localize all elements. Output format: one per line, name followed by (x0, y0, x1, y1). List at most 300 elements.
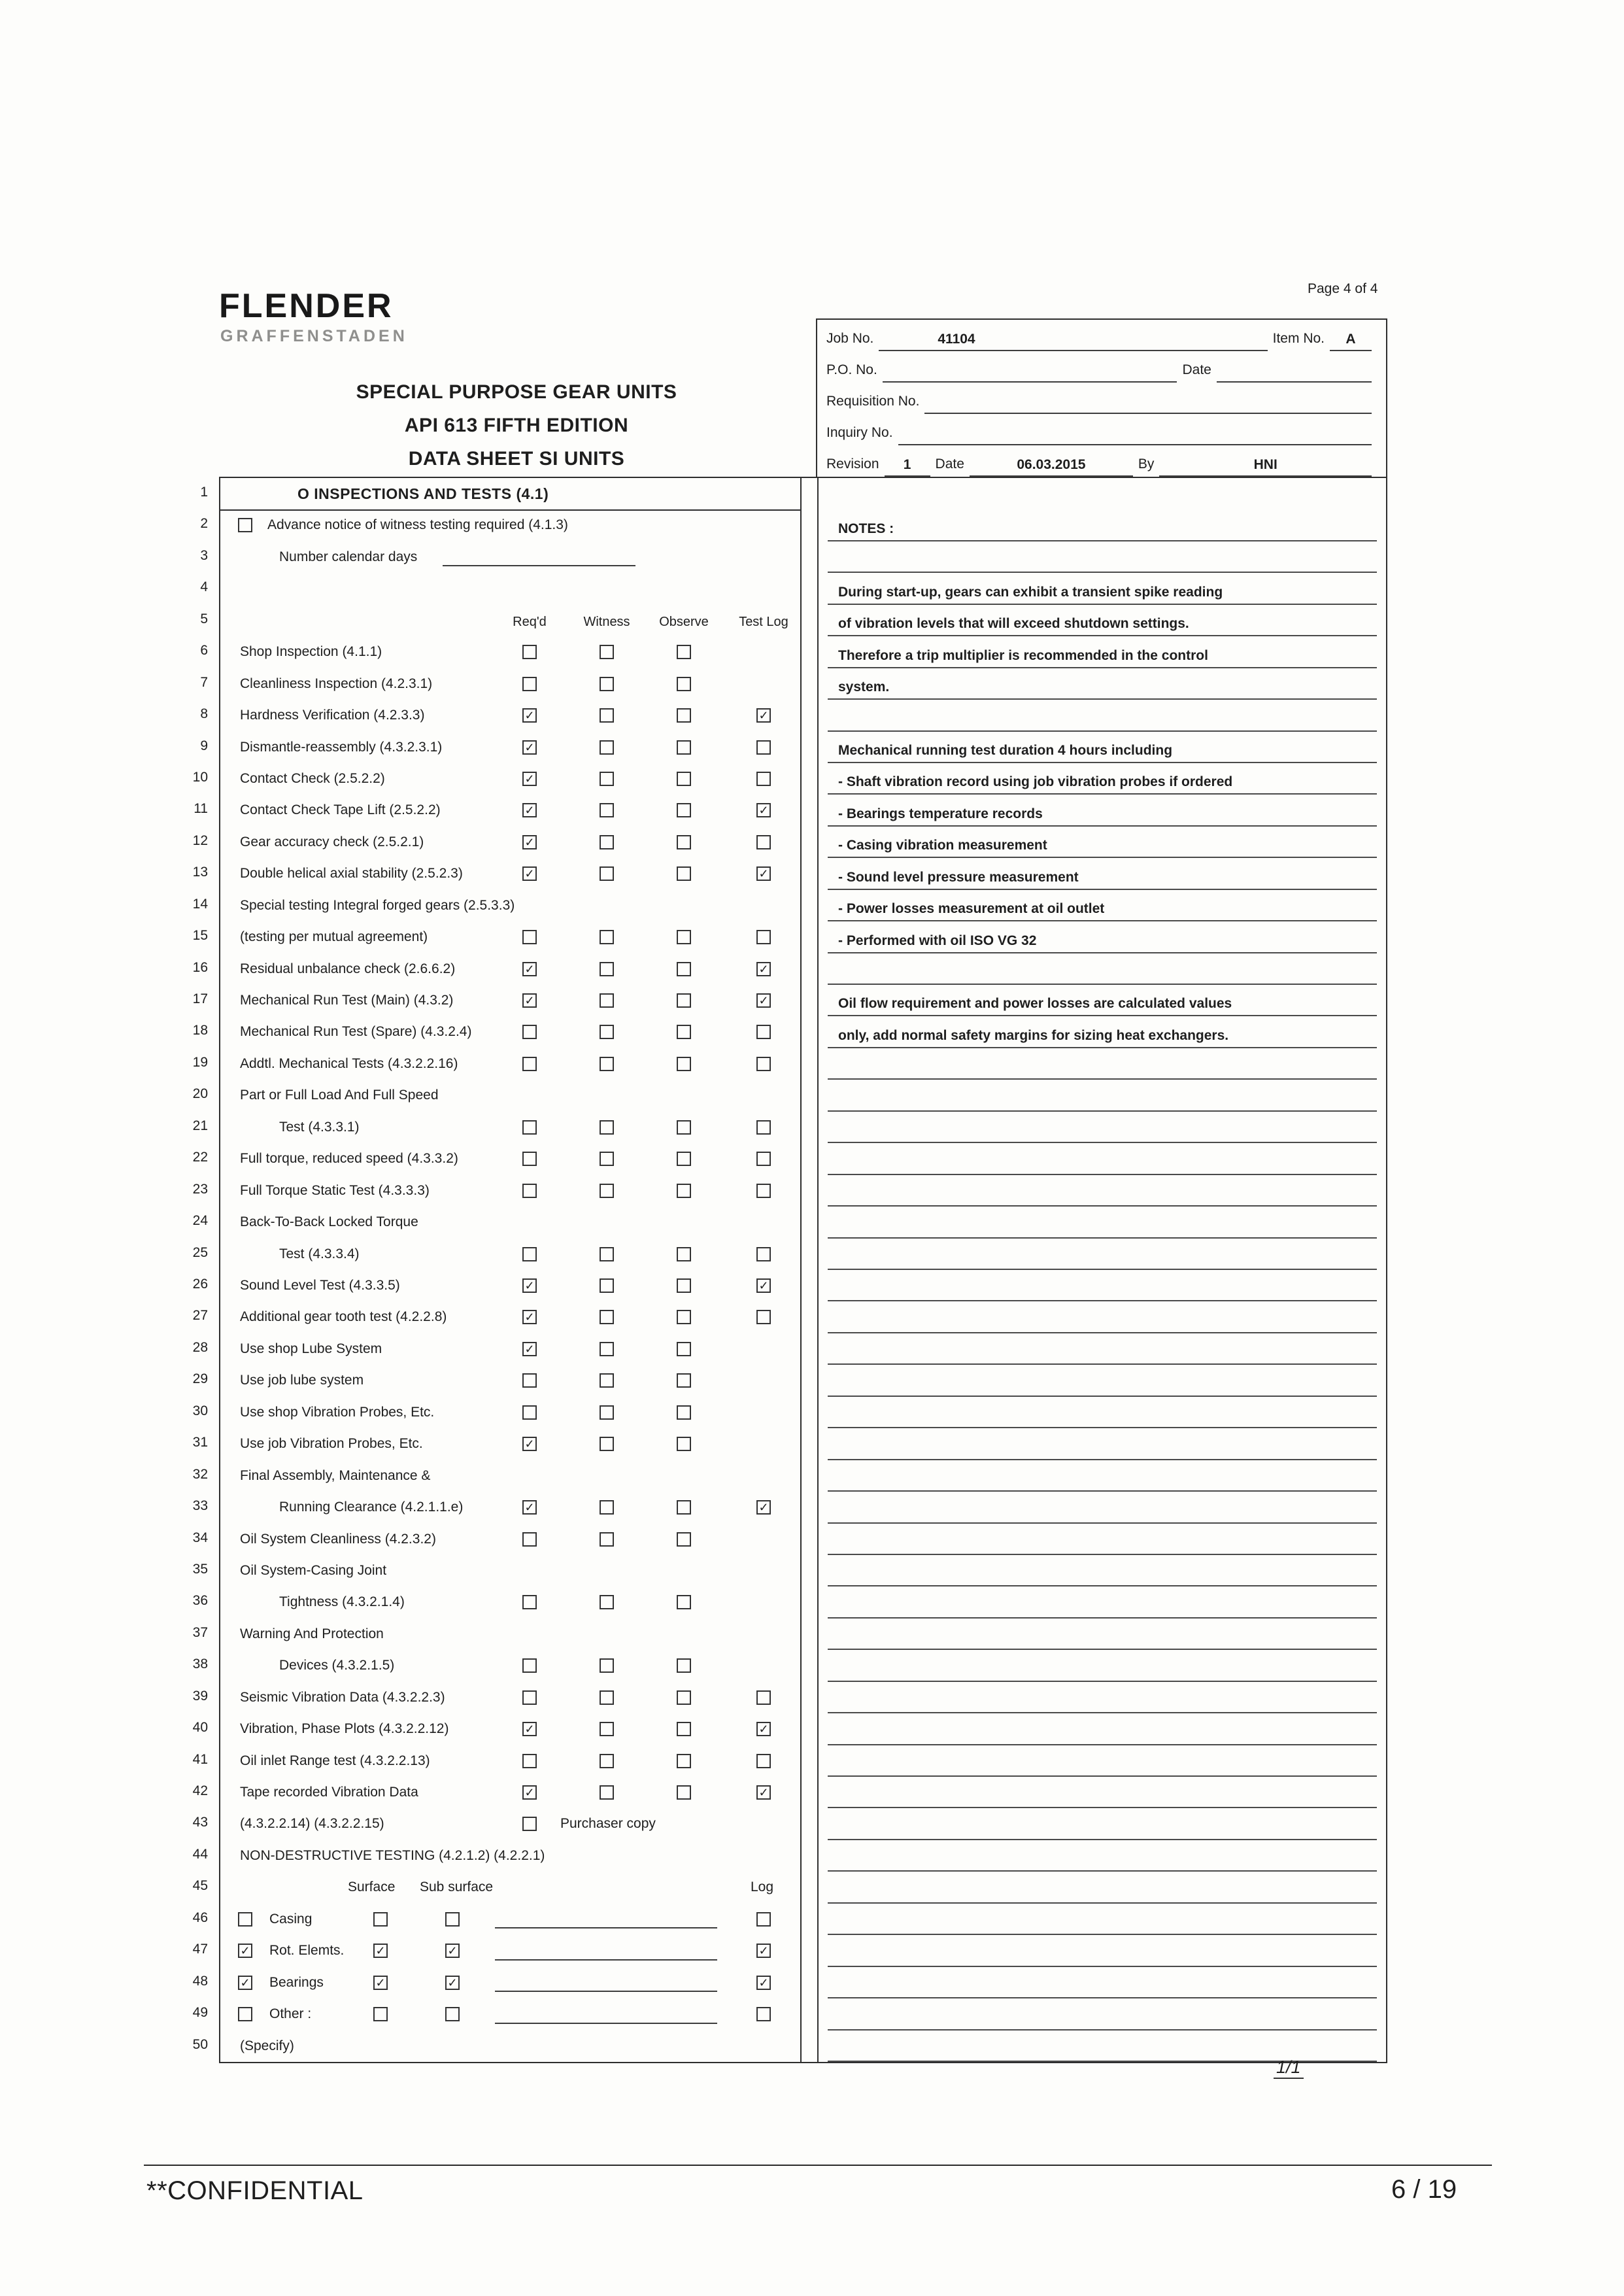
ndt-column-surface: Surface (348, 1879, 396, 1895)
checklist-row-27 (220, 1301, 800, 1333)
row-label: Gear accuracy check (2.5.2.1) (240, 834, 424, 849)
witness-checkbox[interactable] (600, 930, 614, 944)
row-number: 27 (192, 1308, 208, 1324)
row-label: Hardness Verification (4.2.3.3) (240, 708, 425, 723)
row-label: Advance notice of witness testing required (4.1.3) (267, 517, 568, 533)
testlog-checkbox[interactable]: ✓ (756, 1278, 771, 1293)
row-label: Number calendar days (279, 549, 418, 564)
testlog-checkbox[interactable]: ✓ (756, 866, 771, 881)
notes-line (828, 1713, 1377, 1745)
reqd-checkbox[interactable] (522, 1152, 537, 1166)
surface-checkbox[interactable]: ✓ (373, 1976, 388, 1990)
calendar-days-field[interactable] (443, 564, 635, 566)
reqd-checkbox[interactable]: ✓ (522, 1785, 537, 1800)
row-label: Double helical axial stability (2.5.2.3) (240, 866, 463, 882)
testlog-checkbox[interactable] (756, 1184, 771, 1198)
reqd-checkbox[interactable]: ✓ (522, 962, 537, 976)
row-number: 16 (192, 959, 208, 975)
row-label: Full Torque Static Test (4.3.3.3) (240, 1182, 430, 1198)
checklist-area (220, 478, 802, 2062)
log-checkbox[interactable]: ✓ (756, 1944, 771, 1958)
checklist-row-4 (220, 573, 800, 604)
reqd-checkbox[interactable] (522, 1184, 537, 1198)
testlog-checkbox[interactable] (756, 1152, 771, 1166)
row-label: Special testing Integral forged gears (2.5.3.3) (240, 897, 515, 913)
checklist-row-44 (220, 1840, 800, 1872)
checklist-row-38 (220, 1650, 800, 1681)
ndt-item-checkbox[interactable] (238, 2007, 252, 2021)
row-number: 13 (192, 865, 208, 880)
witness-checkbox[interactable] (600, 1025, 614, 1039)
reqd-checkbox[interactable]: ✓ (522, 740, 537, 755)
item-no-label: Item No. (1272, 331, 1325, 346)
observe-checkbox[interactable] (677, 1437, 691, 1451)
checklist-row-30 (220, 1397, 800, 1428)
notes-line (828, 1365, 1377, 1396)
reqd-checkbox[interactable] (522, 1120, 537, 1135)
reqd-checkbox[interactable] (522, 1532, 537, 1547)
row-number: 3 (200, 547, 208, 563)
checklist-row-50 (220, 2030, 800, 2062)
observe-checkbox[interactable] (677, 1500, 691, 1515)
notes-line (828, 1555, 1377, 1586)
testlog-checkbox[interactable]: ✓ (756, 1785, 771, 1800)
ndt-note-field[interactable] (495, 1959, 717, 1961)
checklist-row-12 (220, 827, 800, 858)
advance-notice-checkbox[interactable] (238, 518, 252, 532)
observe-checkbox[interactable] (677, 1120, 691, 1135)
column-header-testlog: Test Log (739, 614, 788, 629)
ndt-item-checkbox[interactable] (238, 1912, 252, 1927)
checklist-row-1 (220, 478, 800, 511)
po-label: P.O. No. (826, 362, 877, 377)
observe-checkbox[interactable] (677, 1057, 691, 1071)
checklist-row-46 (220, 1904, 800, 1935)
notes-line (828, 858, 1377, 889)
row-label: (Specify) (240, 2038, 294, 2053)
observe-checkbox[interactable] (677, 772, 691, 786)
section-title: O INSPECTIONS AND TESTS (4.1) (297, 485, 549, 502)
job-no-field[interactable]: 41104 (879, 332, 1267, 351)
testlog-checkbox[interactable] (756, 1247, 771, 1261)
row-label: Running Clearance (4.2.1.1.e) (279, 1499, 464, 1515)
notes-line (828, 1301, 1377, 1333)
notes-text: During start-up, gears can exhibit a transient spike reading (838, 584, 1223, 600)
subsurface-checkbox[interactable]: ✓ (445, 1976, 460, 1990)
observe-checkbox[interactable] (677, 1532, 691, 1547)
observe-checkbox[interactable] (677, 740, 691, 755)
checklist-row-48 (220, 1967, 800, 1998)
testlog-checkbox[interactable] (756, 1025, 771, 1039)
notes-line (828, 1143, 1377, 1174)
revision-field[interactable]: 1 (885, 457, 930, 477)
row-number: 41 (192, 1751, 208, 1767)
po-date-field[interactable] (1217, 367, 1372, 383)
log-checkbox[interactable]: ✓ (756, 1976, 771, 1990)
notes-line (828, 1682, 1377, 1713)
testlog-checkbox[interactable] (756, 740, 771, 755)
reqd-checkbox[interactable] (522, 1595, 537, 1609)
row-number: 1 (200, 485, 208, 500)
row-number: 38 (192, 1656, 208, 1672)
testlog-checkbox[interactable]: ✓ (756, 962, 771, 976)
notes-line (828, 573, 1377, 604)
row-number: 8 (200, 706, 208, 722)
surface-checkbox[interactable]: ✓ (373, 1944, 388, 1958)
by-field[interactable]: HNI (1159, 457, 1372, 477)
witness-checkbox[interactable] (600, 1247, 614, 1261)
inquiry-row (817, 414, 1386, 445)
notes-line (828, 1492, 1377, 1523)
reqd-checkbox[interactable]: ✓ (522, 835, 537, 849)
row-number: 20 (192, 1086, 208, 1102)
witness-checkbox[interactable] (600, 1437, 614, 1451)
po-date-label: Date (1182, 362, 1211, 377)
witness-checkbox[interactable] (600, 1722, 614, 1736)
row-label: Additional gear tooth test (4.2.2.8) (240, 1309, 447, 1325)
ndt-item-checkbox[interactable]: ✓ (238, 1976, 252, 1990)
witness-checkbox[interactable] (600, 1690, 614, 1705)
row-number: 22 (192, 1150, 208, 1165)
row-number: 21 (192, 1118, 208, 1133)
checklist-row-40 (220, 1713, 800, 1745)
row-number: 19 (192, 1054, 208, 1070)
observe-checkbox[interactable] (677, 1658, 691, 1673)
testlog-checkbox[interactable] (756, 930, 771, 944)
row-number: 26 (192, 1277, 208, 1292)
checklist-row-15 (220, 921, 800, 953)
checklist-row-28 (220, 1333, 800, 1365)
checklist-row-26 (220, 1270, 800, 1301)
row-number: 35 (192, 1561, 208, 1577)
reqd-checkbox[interactable]: ✓ (522, 1722, 537, 1736)
witness-checkbox[interactable] (600, 803, 614, 817)
flender-logo: FLENDER (219, 287, 394, 325)
ndt-note-field[interactable] (495, 1927, 717, 1928)
witness-checkbox[interactable] (600, 1057, 614, 1071)
row-label: Sound Level Test (4.3.3.5) (240, 1278, 400, 1293)
reqd-checkbox[interactable] (522, 1057, 537, 1071)
witness-checkbox[interactable] (600, 1120, 614, 1135)
inquiry-field[interactable] (898, 430, 1372, 445)
checklist-row-34 (220, 1524, 800, 1555)
observe-checkbox[interactable] (677, 1722, 691, 1736)
ndt-note-field[interactable] (495, 1990, 717, 1992)
notes-line (828, 1619, 1377, 1650)
page-counter: 6 / 19 (1391, 2175, 1457, 2204)
checklist-row-17 (220, 985, 800, 1016)
notes-line (828, 1840, 1377, 1872)
row-number: 37 (192, 1624, 208, 1640)
po-field[interactable] (883, 367, 1177, 383)
checklist-row-25 (220, 1239, 800, 1270)
reqd-checkbox[interactable]: ✓ (522, 866, 537, 881)
witness-checkbox[interactable] (600, 645, 614, 659)
row-number: 50 (192, 2036, 208, 2052)
job-no-label: Job No. (826, 331, 874, 346)
testlog-checkbox[interactable]: ✓ (756, 993, 771, 1008)
reqd-checkbox[interactable]: ✓ (522, 803, 537, 817)
reqd-checkbox[interactable] (522, 1025, 537, 1039)
witness-checkbox[interactable] (600, 1754, 614, 1768)
observe-checkbox[interactable] (677, 1690, 691, 1705)
reqd-checkbox[interactable] (522, 1690, 537, 1705)
reqd-checkbox[interactable]: ✓ (522, 1342, 537, 1356)
row-number: 24 (192, 1213, 208, 1229)
observe-checkbox[interactable] (677, 1373, 691, 1388)
notes-text: Oil flow requirement and power losses are calculated values (838, 996, 1232, 1012)
observe-checkbox[interactable] (677, 1342, 691, 1356)
witness-checkbox[interactable] (600, 1405, 614, 1420)
row-number-column (171, 477, 212, 2063)
reqd-checkbox[interactable]: ✓ (522, 993, 537, 1008)
observe-checkbox[interactable] (677, 1785, 691, 1800)
reqd-checkbox[interactable]: ✓ (522, 708, 537, 723)
observe-checkbox[interactable] (677, 866, 691, 881)
witness-checkbox[interactable] (600, 1184, 614, 1198)
row-number: 33 (192, 1498, 208, 1514)
revision-date-label: Date (935, 456, 964, 471)
row-number: 10 (192, 769, 208, 785)
testlog-checkbox[interactable]: ✓ (756, 708, 771, 723)
revision-label: Revision (826, 456, 879, 471)
testlog-checkbox[interactable] (756, 1120, 771, 1135)
reqd-checkbox[interactable] (522, 1247, 537, 1261)
row-label: Use shop Lube System (240, 1341, 382, 1356)
page-number-label: Page 4 of 4 (1308, 281, 1378, 296)
witness-checkbox[interactable] (600, 708, 614, 723)
witness-checkbox[interactable] (600, 1785, 614, 1800)
checklist-row-43 (220, 1808, 800, 1840)
observe-checkbox[interactable] (677, 1405, 691, 1420)
witness-checkbox[interactable] (600, 1342, 614, 1356)
checklist-row-16 (220, 953, 800, 985)
row-label: Warning And Protection (240, 1626, 384, 1641)
observe-checkbox[interactable] (677, 1025, 691, 1039)
observe-checkbox[interactable] (677, 803, 691, 817)
row-label: Use job lube system (240, 1373, 364, 1388)
row-number: 4 (200, 579, 208, 595)
reqd-checkbox[interactable] (522, 1405, 537, 1420)
revision-date-field[interactable]: 06.03.2015 (970, 457, 1133, 477)
observe-checkbox[interactable] (677, 1310, 691, 1324)
checklist-row-49 (220, 1998, 800, 2030)
notes-line (828, 1175, 1377, 1207)
row-number: 45 (192, 1878, 208, 1894)
notes-line (828, 1397, 1377, 1428)
row-number: 46 (192, 1910, 208, 1925)
row-label: (4.3.2.2.14) (4.3.2.2.15) (240, 1816, 384, 1832)
checklist-row-5 (220, 605, 800, 636)
checklist-row-13 (220, 858, 800, 889)
row-label: Dismantle-reassembly (4.3.2.3.1) (240, 739, 443, 755)
row-label: Addtl. Mechanical Tests (4.3.2.2.16) (240, 1055, 458, 1071)
witness-checkbox[interactable] (600, 677, 614, 691)
reqd-checkbox[interactable]: ✓ (522, 1278, 537, 1293)
testlog-checkbox[interactable] (756, 1310, 771, 1324)
column-header-reqd: Req'd (513, 614, 547, 629)
checklist-row-20 (220, 1080, 800, 1111)
notes-line (828, 1745, 1377, 1777)
witness-checkbox[interactable] (600, 835, 614, 849)
notes-line (828, 827, 1377, 858)
row-label: Oil System-Casing Joint (240, 1562, 387, 1578)
inspections-and-tests-table (219, 477, 1387, 2063)
checklist-row-14 (220, 890, 800, 921)
notes-line (828, 1080, 1377, 1111)
testlog-checkbox[interactable] (756, 835, 771, 849)
notes-line (828, 1207, 1377, 1238)
observe-checkbox[interactable] (677, 1184, 691, 1198)
observe-checkbox[interactable] (677, 835, 691, 849)
row-number: 43 (192, 1815, 208, 1830)
notes-line (828, 1777, 1377, 1808)
checklist-row-24 (220, 1207, 800, 1238)
witness-checkbox[interactable] (600, 993, 614, 1008)
testlog-checkbox[interactable] (756, 1754, 771, 1768)
row-label: Casing (269, 1911, 313, 1927)
notes-line (828, 732, 1377, 763)
reqd-checkbox[interactable]: ✓ (522, 1437, 537, 1451)
reqd-checkbox[interactable] (522, 645, 537, 659)
row-label: Other : (269, 2006, 312, 2022)
checklist-row-18 (220, 1016, 800, 1048)
row-number: 23 (192, 1181, 208, 1197)
testlog-checkbox[interactable]: ✓ (756, 1722, 771, 1736)
observe-checkbox[interactable] (677, 1278, 691, 1293)
witness-checkbox[interactable] (600, 1532, 614, 1547)
reqd-checkbox[interactable]: ✓ (522, 1310, 537, 1324)
checklist-row-7 (220, 668, 800, 700)
witness-checkbox[interactable] (600, 1152, 614, 1166)
row-number: 39 (192, 1688, 208, 1704)
subsurface-checkbox[interactable] (445, 1912, 460, 1927)
testlog-checkbox[interactable] (756, 772, 771, 786)
witness-checkbox[interactable] (600, 866, 614, 881)
reqd-checkbox[interactable] (522, 1658, 537, 1673)
row-number: 47 (192, 1942, 208, 1957)
notes-line (828, 1808, 1377, 1840)
observe-checkbox[interactable] (677, 1754, 691, 1768)
po-row (817, 351, 1386, 383)
row-label: Back-To-Back Locked Torque (240, 1214, 418, 1230)
row-label: Final Assembly, Maintenance & (240, 1467, 431, 1483)
reqd-checkbox[interactable]: ✓ (522, 1500, 537, 1515)
notes-line (828, 1650, 1377, 1681)
row-label: (testing per mutual agreement) (240, 929, 428, 945)
row-label: Part or Full Load And Full Speed (240, 1088, 439, 1103)
column-header-observe: Observe (659, 614, 709, 629)
observe-checkbox[interactable] (677, 1152, 691, 1166)
witness-checkbox[interactable] (600, 1278, 614, 1293)
reqd-checkbox[interactable]: ✓ (522, 772, 537, 786)
witness-checkbox[interactable] (600, 1373, 614, 1388)
checklist-row-8 (220, 700, 800, 731)
checklist-row-21 (220, 1112, 800, 1143)
row-number: 5 (200, 611, 208, 626)
testlog-checkbox[interactable]: ✓ (756, 803, 771, 817)
witness-checkbox[interactable] (600, 1500, 614, 1515)
requisition-field[interactable] (924, 398, 1372, 414)
log-checkbox[interactable] (756, 1912, 771, 1927)
checklist-row-36 (220, 1586, 800, 1618)
purchaser-copy-checkbox[interactable] (522, 1817, 537, 1831)
ndt-note-field[interactable] (495, 2022, 717, 2024)
observe-checkbox[interactable] (677, 930, 691, 944)
notes-text: of vibration levels that will exceed shutdown settings. (838, 616, 1189, 632)
row-number: 44 (192, 1846, 208, 1862)
notes-line (828, 541, 1377, 573)
witness-checkbox[interactable] (600, 962, 614, 976)
notes-line (828, 1270, 1377, 1301)
checklist-row-39 (220, 1682, 800, 1713)
item-no-field[interactable]: A (1330, 332, 1372, 351)
subsurface-checkbox[interactable]: ✓ (445, 1944, 460, 1958)
revision-row (817, 445, 1386, 477)
row-number: 49 (192, 2005, 208, 2021)
row-label: Full torque, reduced speed (4.3.3.2) (240, 1151, 458, 1167)
reqd-checkbox[interactable] (522, 677, 537, 691)
reqd-checkbox[interactable] (522, 1754, 537, 1768)
row-label: Rot. Elemts. (269, 1943, 345, 1959)
observe-checkbox[interactable] (677, 708, 691, 723)
notes-text: - Bearings temperature records (838, 806, 1043, 821)
row-number: 32 (192, 1466, 208, 1482)
surface-checkbox[interactable] (373, 1912, 388, 1927)
observe-checkbox[interactable] (677, 1247, 691, 1261)
row-number: 2 (200, 516, 208, 532)
observe-checkbox[interactable] (677, 677, 691, 691)
reqd-checkbox[interactable] (522, 1373, 537, 1388)
row-number: 15 (192, 928, 208, 944)
row-label: Mechanical Run Test (Spare) (4.3.2.4) (240, 1024, 472, 1040)
row-number: 17 (192, 991, 208, 1007)
surface-checkbox[interactable] (373, 2007, 388, 2021)
notes-line (828, 1967, 1377, 1998)
row-label: Use shop Vibration Probes, Etc. (240, 1404, 435, 1420)
document-title (275, 375, 758, 475)
witness-checkbox[interactable] (600, 1595, 614, 1609)
by-label: By (1138, 456, 1155, 471)
sheet-count-mark: 1/1 (1274, 2057, 1304, 2079)
observe-checkbox[interactable] (677, 962, 691, 976)
witness-checkbox[interactable] (600, 772, 614, 786)
checklist-row-2 (220, 509, 800, 541)
requisition-label: Requisition No. (826, 394, 920, 409)
witness-checkbox[interactable] (600, 740, 614, 755)
testlog-checkbox[interactable] (756, 1057, 771, 1071)
row-label: Mechanical Run Test (Main) (4.3.2) (240, 993, 454, 1008)
log-checkbox[interactable] (756, 2007, 771, 2021)
row-label: Test (4.3.3.1) (279, 1119, 360, 1135)
observe-checkbox[interactable] (677, 645, 691, 659)
witness-checkbox[interactable] (600, 1310, 614, 1324)
testlog-checkbox[interactable] (756, 1690, 771, 1705)
notes-line (828, 1048, 1377, 1080)
witness-checkbox[interactable] (600, 1658, 614, 1673)
row-number: 18 (192, 1023, 208, 1038)
notes-label: NOTES : (838, 521, 894, 536)
reqd-checkbox[interactable] (522, 930, 537, 944)
testlog-checkbox[interactable]: ✓ (756, 1500, 771, 1515)
observe-checkbox[interactable] (677, 993, 691, 1008)
row-number: 12 (192, 832, 208, 848)
row-label: Vibration, Phase Plots (4.3.2.2.12) (240, 1721, 449, 1737)
checklist-row-3 (220, 541, 800, 573)
ndt-item-checkbox[interactable]: ✓ (238, 1944, 252, 1958)
observe-checkbox[interactable] (677, 1595, 691, 1609)
subsurface-checkbox[interactable] (445, 2007, 460, 2021)
